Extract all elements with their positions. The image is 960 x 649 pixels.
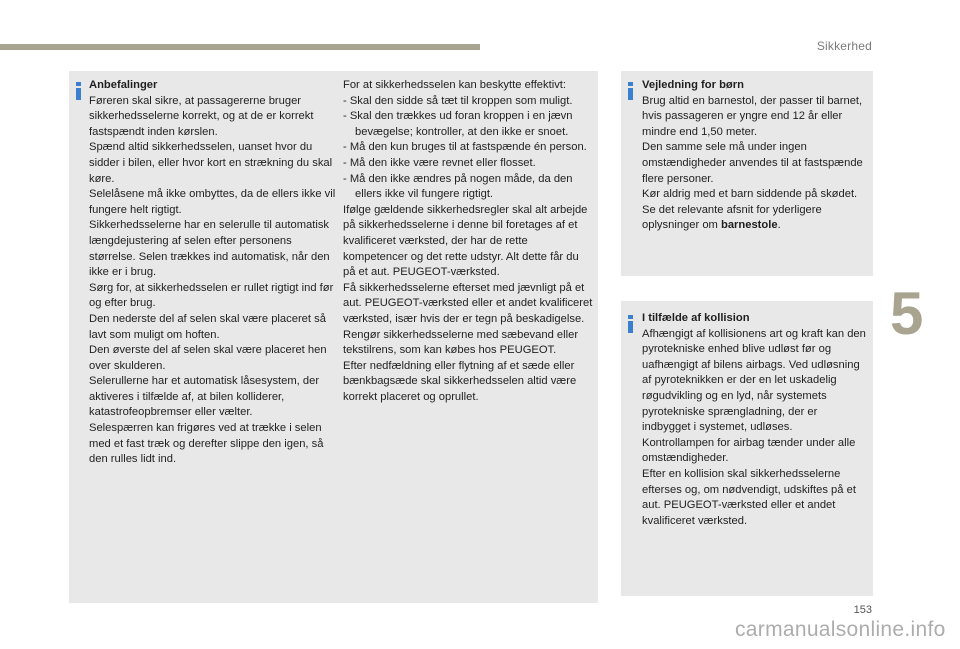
header-accent-bar: [0, 44, 480, 50]
effectiveness-paragraph: Ifølge gældende sikkerhedsregler skal alt arbejde på sikkerhedsselerne i denne bil foretages af et kvalificeret værksted, der har de rette kompetencer og det rette udstyr. Alt dette får du på et aut. PEUGEOT-værksted.: [343, 203, 588, 279]
recommendation-paragraph: Selerullerne har et automatisk låsesystem, der aktiveres i tilfælde af, at bilen kolliderer, katastrofeopbremser eller vælter.: [89, 375, 320, 419]
recommendation-paragraph: Selespærren kan frigøres ved at trække i selen med et fast træk og derefter slippe den igen, så den rulles lidt ind.: [89, 422, 324, 466]
collision-heading: I tilfælde af kollision: [642, 312, 750, 324]
recommendation-paragraph: Sikkerhedsselerne har en selerulle til automatisk længdejustering af selen efter personens størrelse. Selen trækkes ind automatisk, når den ikke er i brug.: [89, 219, 330, 279]
info-icon: [626, 82, 635, 100]
recommendation-paragraph: Sørg for, at sikkerhedsselen er rullet rigtigt ind før og efter brug.: [89, 281, 334, 310]
recommendation-paragraph: Den nederste del af selen skal være placeret så lavt som muligt om hoften.: [89, 312, 326, 341]
effectiveness-paragraph: Rengør sikkerhedsselerne med sæbevand eller tekstilrens, som kan købes hos PEUGEOT.: [343, 328, 579, 357]
collision-paragraph: Afhængigt af kollisionens art og kraft kan den pyrotekniske enhed blive udløst før og uafhængigt af bilens airbags. Ved udløsning af pyroteknikken er der en let uskadelig røgudvikling og en lyd, når systemets pyrotekniske sprængladning, der er indbygget i systemet, udløses.: [642, 327, 866, 434]
effectiveness-bullet: - Må den ikke være revnet eller flosset.: [343, 156, 536, 169]
recommendation-paragraph: Selelåsene må ikke ombyttes, da de ellers ikke vil fungere helt rigtigt.: [89, 188, 336, 216]
info-icon: [74, 82, 83, 100]
children-paragraph: Den samme sele må under ingen omstændigheder anvendes til at fastspænde flere personer.: [642, 141, 863, 185]
collision-paragraph: Efter en kollision skal sikkerhedsselerne efterses og, om nødvendigt, udskiftes på et aut. PEUGEOT-værksted eller et andet kvalificeret værksted.: [642, 467, 856, 527]
info-icon: [626, 315, 635, 333]
recommendations-heading: Anbefalinger: [89, 79, 158, 91]
effectiveness-paragraph: Efter nedfældning eller flytning af et sæde eller bænkbagsæde skal sikkerhedsselen altid være korrekt placeret og oprullet.: [343, 359, 577, 403]
section-title: Sikkerhed: [816, 39, 872, 53]
children-section: [642, 78, 868, 234]
children-paragraph: Kør aldrig med et barn siddende på skødet.: [642, 188, 858, 201]
effectiveness-section: [343, 78, 593, 405]
children-reference: [642, 203, 868, 234]
collision-section: [642, 311, 868, 529]
watermark: carmanualsonline.info: [735, 618, 946, 641]
effectiveness-bullet: - Må den ikke ændres på nogen måde, da den ellers ikke vil fungere rigtigt.: [343, 172, 573, 201]
page-number: 153: [853, 604, 872, 616]
effectiveness-bullet: - Skal den sidde så tæt til kroppen som muligt.: [343, 94, 573, 107]
children-heading: Vejledning for børn: [642, 79, 744, 91]
reference-suffix: .: [777, 219, 781, 232]
effectiveness-paragraph: Få sikkerhedsselerne efterset med jævnligt på et aut. PEUGEOT-værksted eller et andet kvalificeret værksted, især hvis der er tegn på beskadigelse.: [343, 281, 593, 325]
reference-term: barnestole: [720, 219, 778, 232]
collision-paragraph: Kontrollampen for airbag tænder under alle omstændigheder.: [642, 436, 856, 465]
effectiveness-bullet: - Må den kun bruges til at fastspænde én person.: [343, 141, 587, 154]
effectiveness-intro: For at sikkerhedsselen kan beskytte effektivt:: [343, 79, 567, 91]
recommendation-paragraph: Føreren skal sikre, at passagererne bruger sikkerhedsselerne korrekt, og at de er korrekt fastspændt inden kørslen.: [89, 94, 314, 138]
recommendations-section: [89, 78, 339, 468]
recommendation-paragraph: Den øverste del af selen skal være placeret hen over skulderen.: [89, 344, 327, 372]
reference-prefix: Se det relevante afsnit for yderligere oplysninger om: [642, 203, 822, 232]
effectiveness-bullet: - Skal den trækkes ud foran kroppen i en jævn bevægelse; kontroller, at den ikke er snoet.: [343, 110, 573, 138]
chapter-number: 5: [890, 280, 924, 347]
recommendation-paragraph: Spænd altid sikkerhedsselen, uanset hvor du sidder i bilen, eller hvor kort en strækning du skal køre.: [89, 141, 333, 185]
children-paragraph: Brug altid en barnestol, der passer til barnet, hvis passageren er yngre end 12 år eller mindre end 1,50 meter.: [642, 94, 863, 138]
